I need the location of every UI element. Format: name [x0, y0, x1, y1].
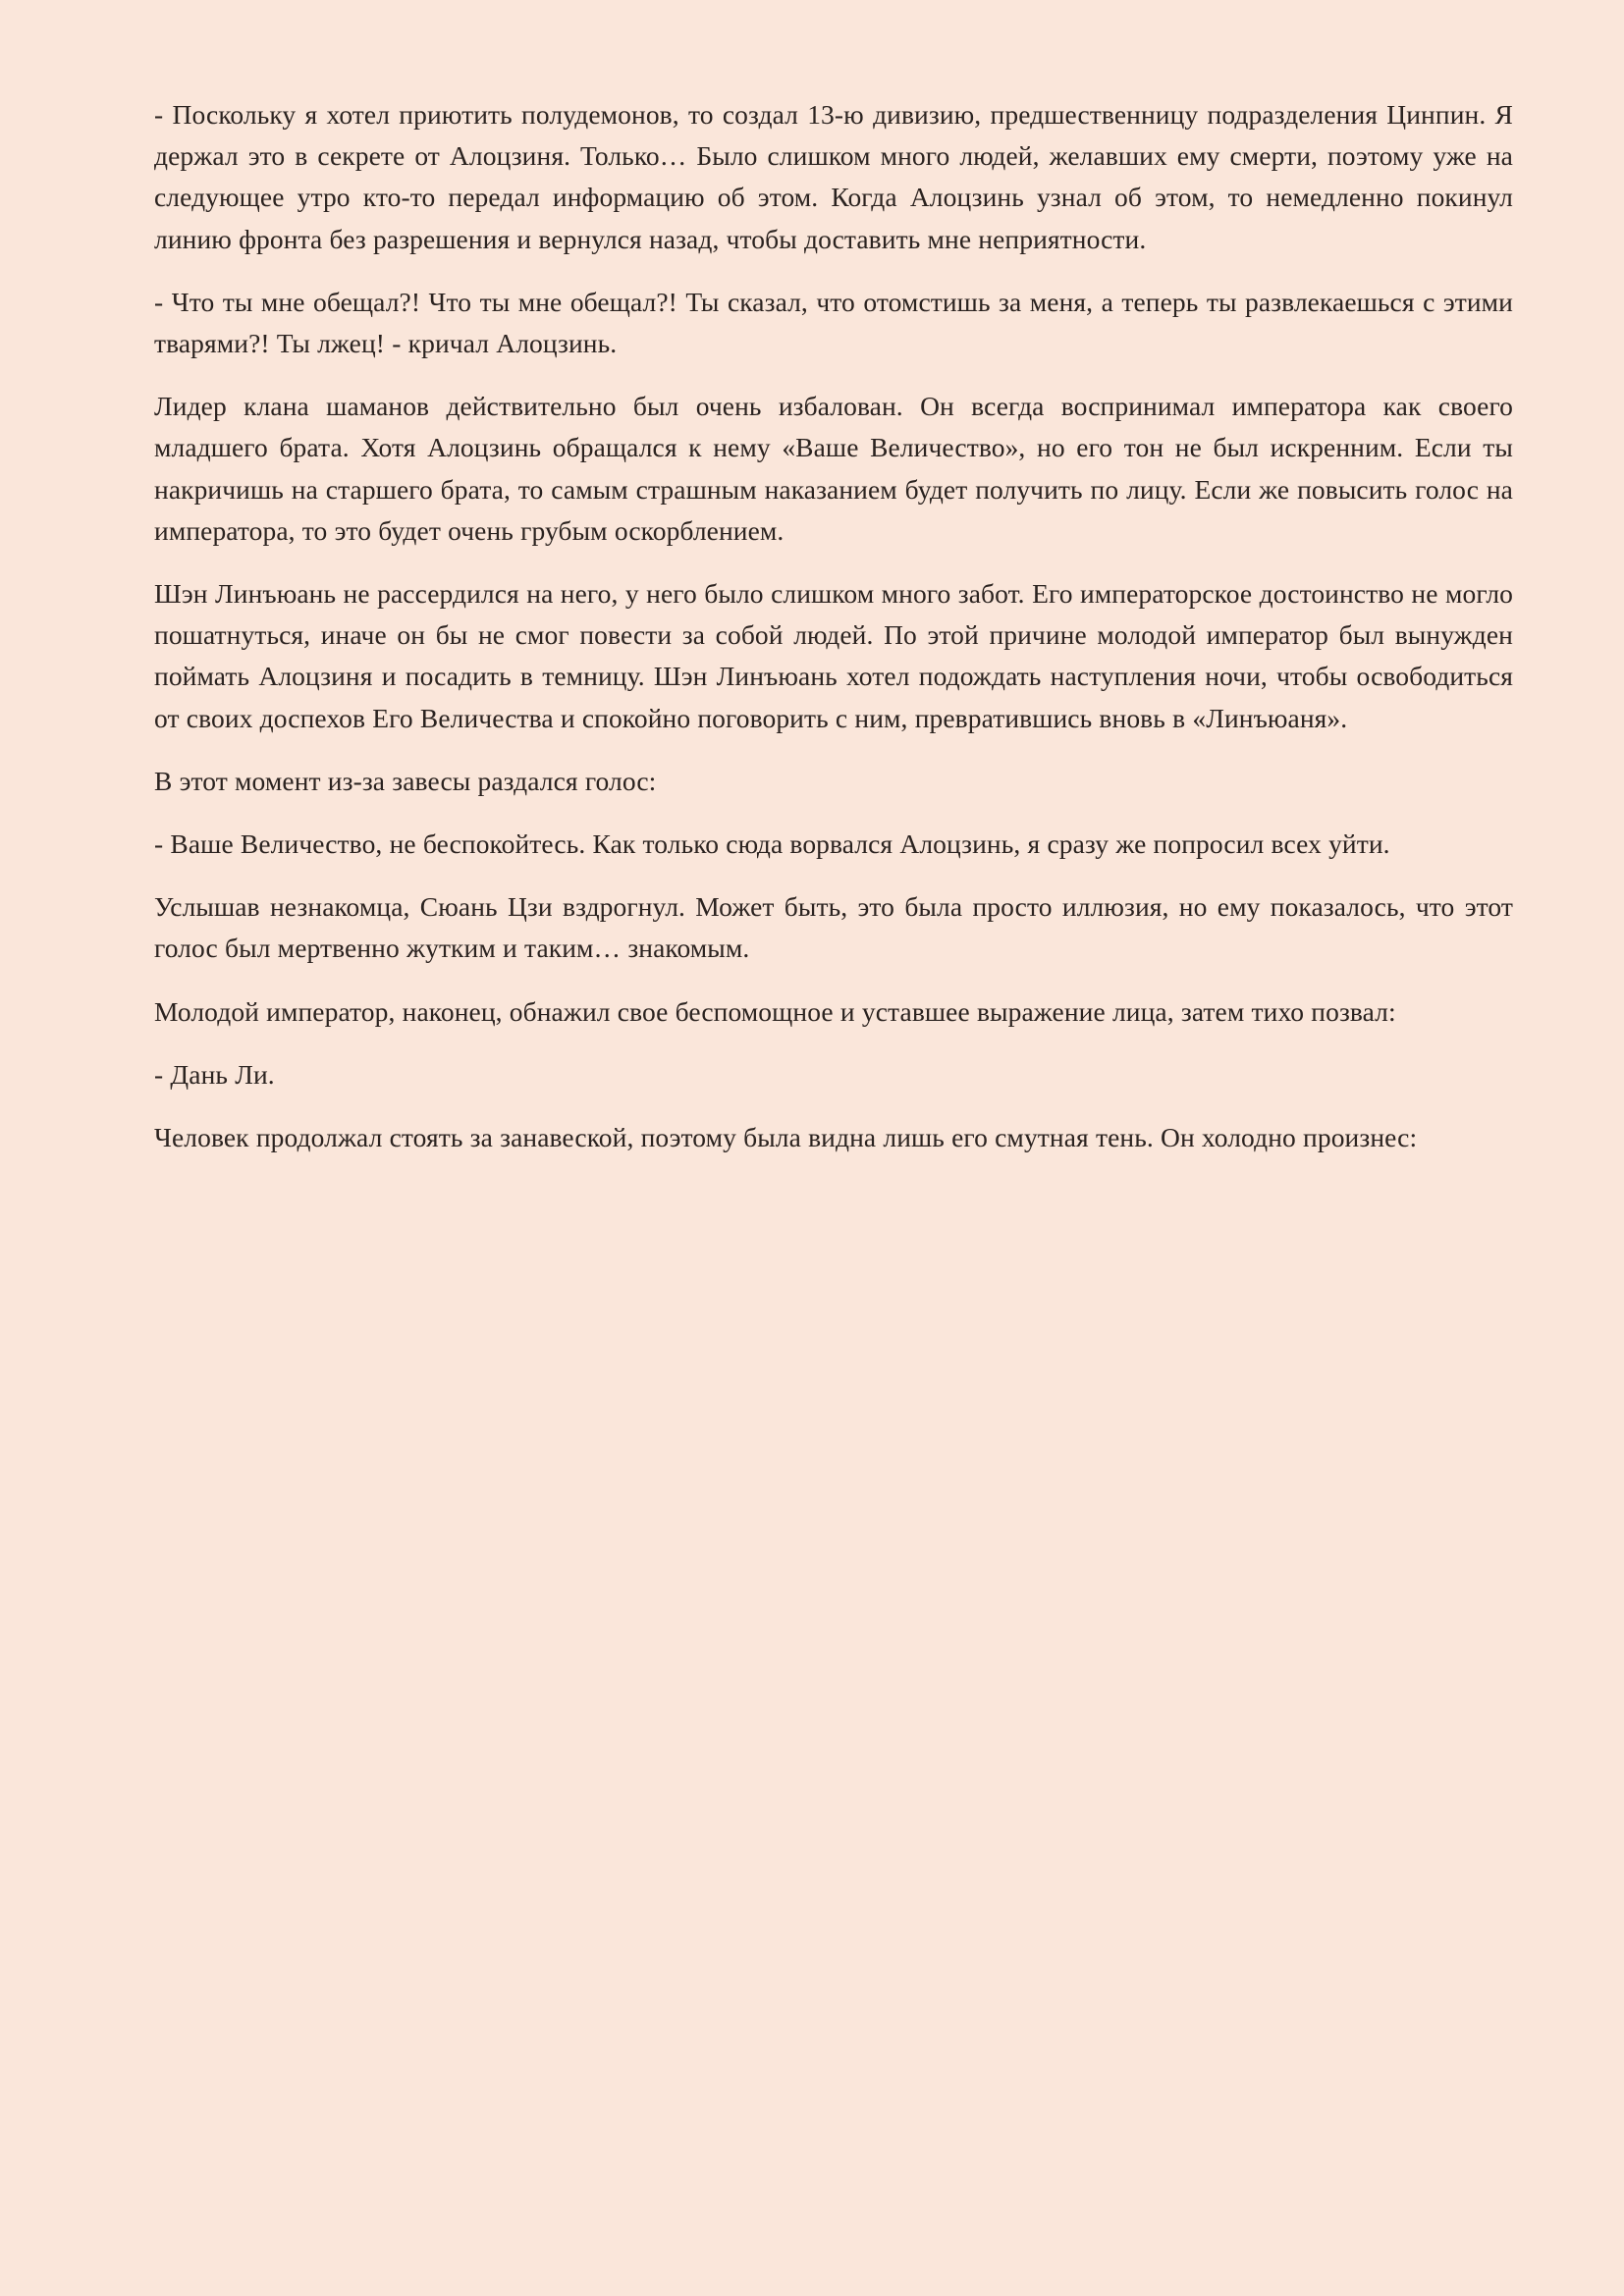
paragraph-2: - Что ты мне обещал?! Что ты мне обещал?! Ты сказал, что отомстишь за меня, а теперь ты развлекаешься с этими тварями?! Ты лжец! - кричал Алоцзинь.: [154, 286, 1513, 359]
paragraph-3: Лидер клана шаманов действительно был очень избалован. Он всегда воспринимал императора как своего младшего брата. Хотя Алоцзинь обращался к нему «Ваше Величество», но его тон не был искренним. Если ты накричишь на старшего брата, то самым страшным наказанием будет получить по лицу. Если же повысить голос на императора, то это будет очень грубым оскорблением.: [154, 391, 1513, 546]
paragraph-1: - Поскольку я хотел приютить полудемонов, то создал 13-ю дивизию, предшественницу подразделения Цинпин. Я держал это в секрете от Алоцзиня. Только… Было слишком много людей, желавших ему смерти, поэтому уже на следующее утро кто-то передал информацию об этом. Когда Алоцзинь узнал об этом, то немедленно покинул линию фронта без разрешения и вернулся назад, чтобы доставить мне неприятности.: [154, 99, 1513, 254]
paragraph-6: - Ваше Величество, не беспокойтесь. Как только сюда ворвался Алоцзинь, я сразу же попросил всех уйти.: [154, 828, 1390, 860]
paragraph-7: Услышав незнакомца, Сюань Цзи вздрогнул. Может быть, это была просто иллюзия, но ему показалось, что этот голос был мертвенно жутким и таким… знакомым.: [154, 891, 1513, 964]
paragraph-9: - Дань Ли.: [154, 1058, 275, 1090]
paragraph-8: Молодой император, наконец, обнажил свое беспомощное и уставшее выражение лица, затем тихо позвал:: [154, 995, 1396, 1027]
paragraph-10: Человек продолжал стоять за занавеской, поэтому была видна лишь его смутная тень. Он холодно произнес:: [154, 1122, 1418, 1153]
text-column: [154, 94, 1513, 1158]
paragraph-4: Шэн Линъюань не рассердился на него, у него было слишком много забот. Его императорское достоинство не могло пошатнуться, иначе он бы не смог повести за собой людей. По этой причине молодой император был вынужден поймать Алоцзиня и посадить в темницу. Шэн Линъюань хотел подождать наступления ночи, чтобы освободиться от своих доспехов Его Величества и спокойно поговорить с ним, превратившись вновь в «Линъюаня».: [154, 578, 1513, 733]
paragraph-5: В этот момент из-за завесы раздался голос:: [154, 765, 657, 796]
